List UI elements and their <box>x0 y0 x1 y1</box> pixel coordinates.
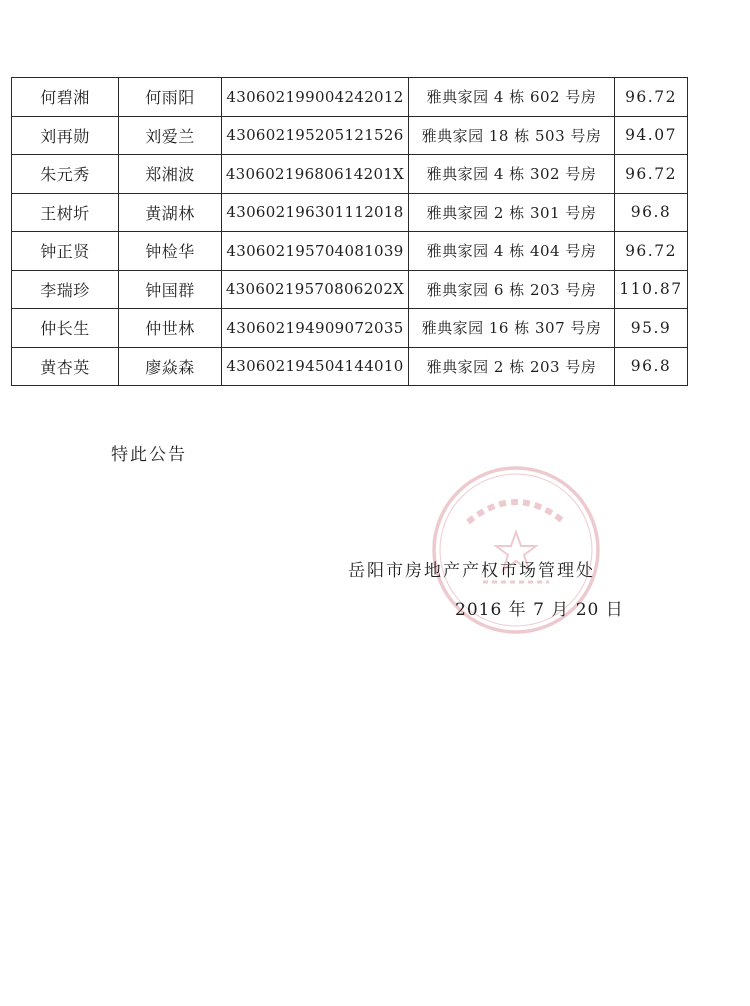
table-row <box>12 116 688 155</box>
area-cell: 96.72 <box>615 232 688 271</box>
buyer-name-cell: 仲长生 <box>12 309 119 348</box>
table-row <box>12 78 688 117</box>
notice-closing-text: 特此公告 <box>111 445 187 465</box>
id-number-cell: 43060219680614201X <box>222 155 409 194</box>
buyer-name-cell: 何碧湘 <box>12 78 119 117</box>
buyer-name-cell: 刘再勋 <box>12 116 119 155</box>
agent-name-cell: 钟检华 <box>119 232 222 271</box>
area-cell: 96.72 <box>615 78 688 117</box>
address-cell: 雅典家园 16 栋 307 号房 <box>409 309 615 348</box>
table-row <box>12 347 688 386</box>
agent-name-cell: 郑湘波 <box>119 155 222 194</box>
table-row <box>12 309 688 348</box>
address-cell: 雅典家园 4 栋 302 号房 <box>409 155 615 194</box>
issuer-name: 岳阳市房地产产权市场管理处 <box>348 561 595 581</box>
buyer-name-cell: 钟正贤 <box>12 232 119 271</box>
id-number-cell: 43060219570806202X <box>222 270 409 309</box>
table-row <box>12 193 688 232</box>
id-number-cell: 430602196301112018 <box>222 193 409 232</box>
table-row <box>12 270 688 309</box>
buyer-name-cell: 朱元秀 <box>12 155 119 194</box>
id-number-cell: 430602194504144010 <box>222 347 409 386</box>
address-cell: 雅典家园 6 栋 203 号房 <box>409 270 615 309</box>
area-cell: 110.87 <box>615 270 688 309</box>
agent-name-cell: 黄湖林 <box>119 193 222 232</box>
agent-name-cell: 仲世林 <box>119 309 222 348</box>
area-cell: 95.9 <box>615 309 688 348</box>
id-number-cell: 430602195205121526 <box>222 116 409 155</box>
buyer-name-cell: 黄杏英 <box>12 347 119 386</box>
area-cell: 96.8 <box>615 193 688 232</box>
address-cell: 雅典家园 18 栋 503 号房 <box>409 116 615 155</box>
buyer-name-cell: 王树圻 <box>12 193 119 232</box>
id-number-cell: 430602194909072035 <box>222 309 409 348</box>
records-table <box>11 77 688 386</box>
table-row <box>12 232 688 271</box>
address-cell: 雅典家园 4 栋 404 号房 <box>409 232 615 271</box>
issue-date: 2016 年 7 月 20 日 <box>455 600 624 620</box>
agent-name-cell: 刘爱兰 <box>119 116 222 155</box>
buyer-name-cell: 李瑞珍 <box>12 270 119 309</box>
area-cell: 94.07 <box>615 116 688 155</box>
table-row <box>12 155 688 194</box>
area-cell: 96.8 <box>615 347 688 386</box>
address-cell: 雅典家园 4 栋 602 号房 <box>409 78 615 117</box>
agent-name-cell: 廖焱森 <box>119 347 222 386</box>
address-cell: 雅典家园 2 栋 203 号房 <box>409 347 615 386</box>
area-cell: 96.72 <box>615 155 688 194</box>
id-number-cell: 430602199004242012 <box>222 78 409 117</box>
id-number-cell: 430602195704081039 <box>222 232 409 271</box>
address-cell: 雅典家园 2 栋 301 号房 <box>409 193 615 232</box>
agent-name-cell: 何雨阳 <box>119 78 222 117</box>
records-table-body <box>12 78 688 386</box>
agent-name-cell: 钟国群 <box>119 270 222 309</box>
